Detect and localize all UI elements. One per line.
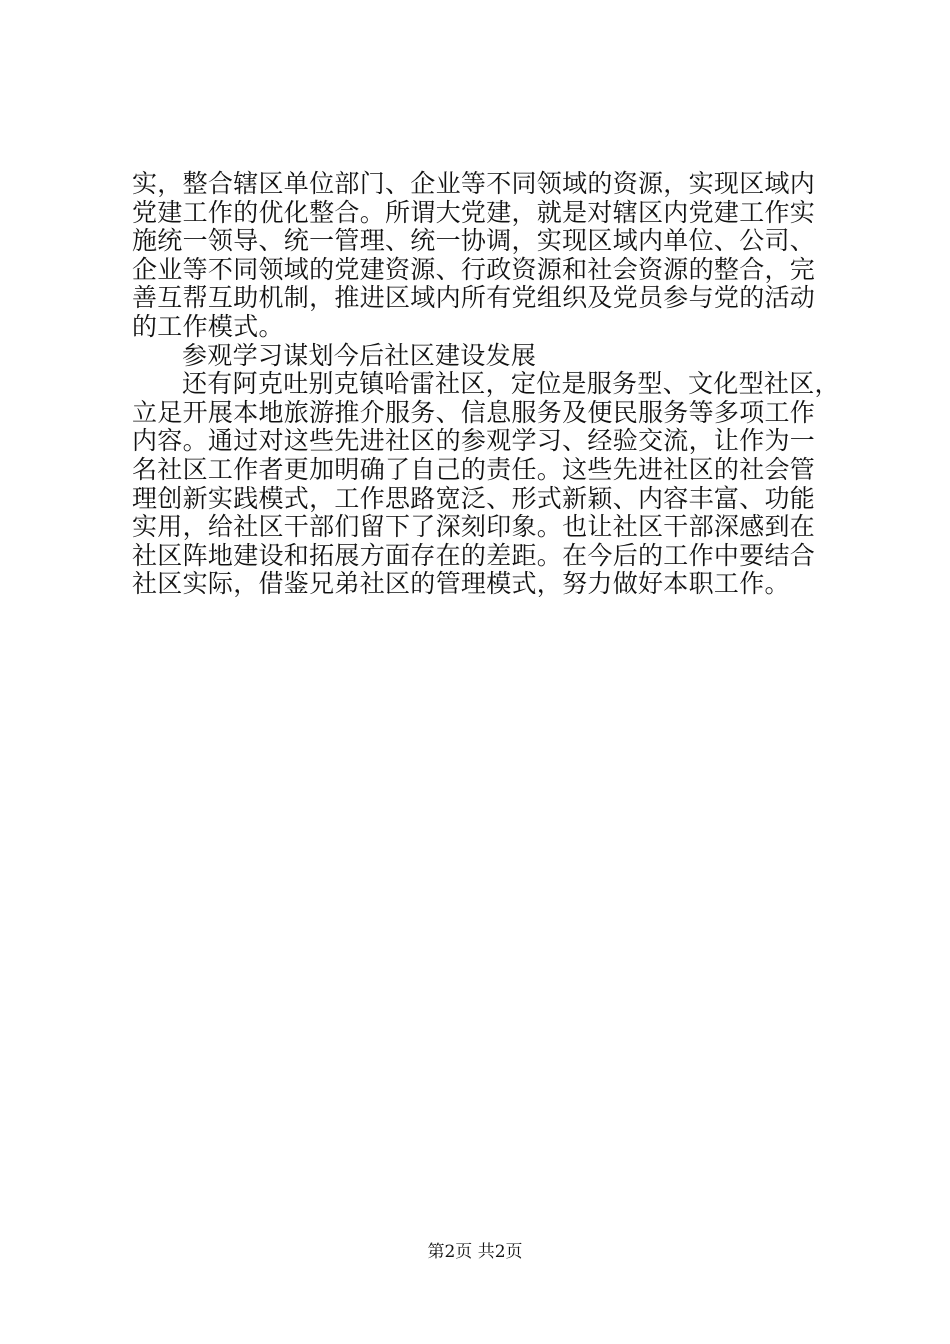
paragraph-3-line-5: 理创新实践模式，工作思路宽泛、形式新颖、内容丰富、功能	[132, 483, 816, 513]
paragraph-1-line-2: 党建工作的优化整合。所谓大党建，就是对辖区内党建工作实	[132, 197, 816, 227]
paragraph-3-line-4: 名社区工作者更加明确了自己的责任。这些先进社区的社会管	[132, 454, 816, 484]
paragraph-1-line-3: 施统一领导、统一管理、统一协调，实现区域内单位、公司、	[132, 226, 816, 256]
paragraph-3-line-1: 还有阿克吐别克镇哈雷社区，定位是服务型、文化型社区，	[182, 369, 840, 399]
paragraph-3-line-3: 内容。通过对这些先进社区的参观学习、经验交流，让作为一	[132, 426, 816, 456]
paragraph-3-line-7: 社区阵地建设和拓展方面存在的差距。在今后的工作中要结合	[132, 540, 816, 570]
page-number-footer: 第2页 共2页	[427, 1242, 523, 1262]
document-body	[132, 169, 840, 599]
section-heading: 参观学习谋划今后社区建设发展	[182, 340, 537, 370]
paragraph-3-line-6: 实用，给社区干部们留下了深刻印象。也让社区干部深感到在	[132, 512, 816, 542]
paragraph-3-line-2: 立足开展本地旅游推介服务、信息服务及便民服务等多项工作	[132, 397, 816, 427]
paragraph-1-line-6: 的工作模式。	[132, 311, 284, 341]
paragraph-1-line-5: 善互帮互助机制，推进区域内所有党组织及党员参与党的活动	[132, 283, 816, 313]
paragraph-1-line-1: 实，整合辖区单位部门、企业等不同领域的资源，实现区域内	[132, 169, 816, 198]
paragraph-3-line-8: 社区实际，借鉴兄弟社区的管理模式，努力做好本职工作。	[132, 569, 790, 599]
paragraph-1-line-4: 企业等不同领域的党建资源、行政资源和社会资源的整合，完	[132, 254, 816, 284]
